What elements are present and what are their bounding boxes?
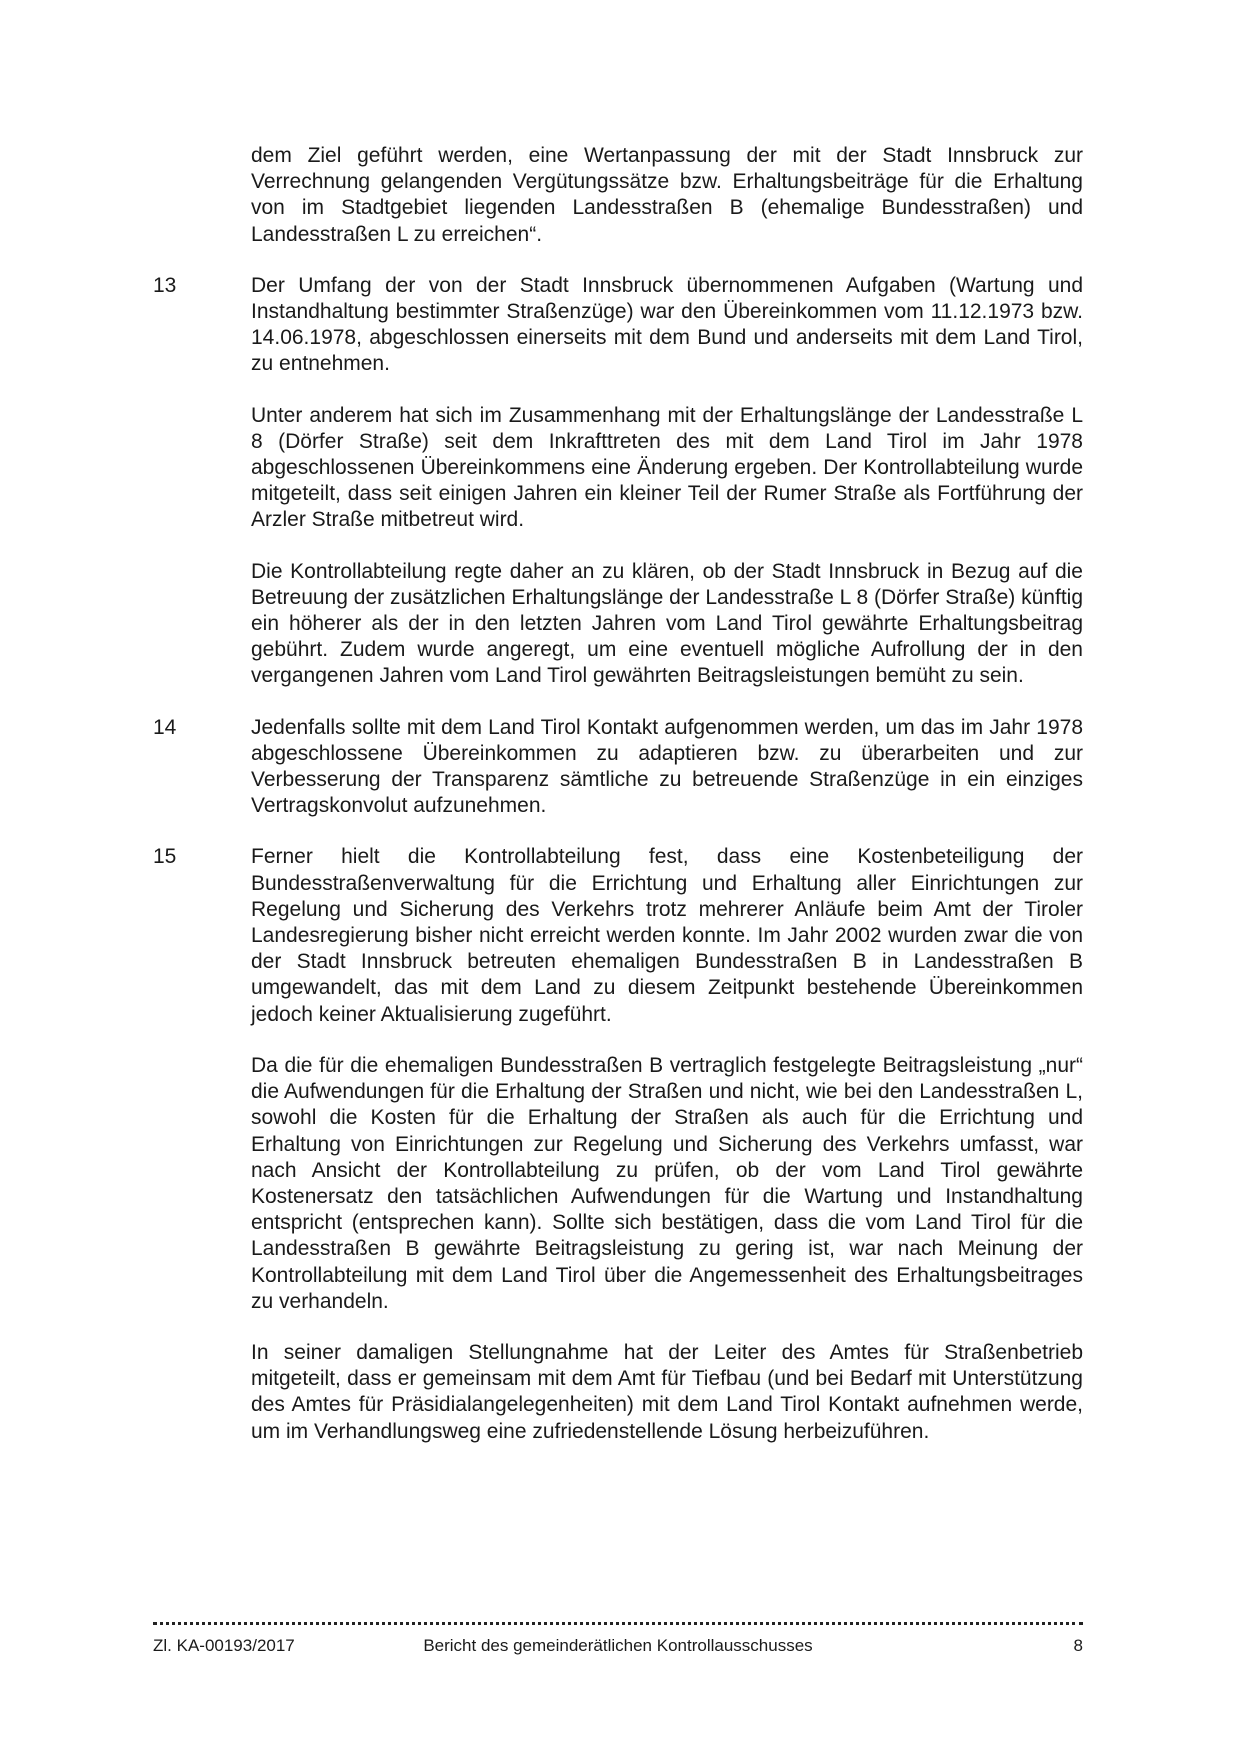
paragraph-text: Da die für die ehemaligen Bundesstraßen B vertraglich festgelegte Beitragsleistung „nur“ die Aufwendungen für die Erhaltung der Straßen und nicht, wie bei den Landesstraßen L, sowohl die Kosten für die Erhaltung der Straßen als auch für die Errichtung und Erhaltung von Einrichtungen zur Regelung und Sicherung des Verkehrs umfasst, war nach Ansicht der Kontrollabteilung zu prüfen, ob der vom Land Tirol gewährte Kostenersatz den tatsächlichen Aufwendungen für die Wartung und Instandhaltung entspricht (entsprechen kann). Sollte sich bestätigen, dass die vom Land Tirol für die Landesstraßen B gewährte Beitragsleistung zu gering ist, war nach Meinung der Kontrollabteilung mit dem Land Tirol über die Angemessenheit des Erhaltungsbeitrages zu verhandeln. [251, 1053, 1083, 1313]
paragraph-text: Jedenfalls sollte mit dem Land Tirol Kontakt aufgenommen werden, um das im Jahr 1978 abgeschlossene Übereinkommen zu adaptieren bzw. zu überarbeiten und zur Verbesserung der Transparenz sämtliche zu betreuende Straßenzüge in ein einziges Vertragskonvolut aufzunehmen. [251, 715, 1083, 818]
paragraph-text: Ferner hielt die Kontrollabteilung fest, dass eine Kostenbeteiligung der Bundesstraßenverwaltung für die Errichtung und Erhaltung aller Einrichtungen zur Regelung und Sicherung des Verkehrs trotz mehrerer Anläufe beim Amt der Tiroler Landesregierung bisher nicht erreicht werden konnte. Im Jahr 2002 wurden zwar die von der Stadt Innsbruck betreuten ehemaligen Bundesstraßen B in Landesstraßen B umgewandelt, das mit dem Land zu diesem Zeitpunkt bestehende Übereinkommen jedoch keiner Aktualisierung zugeführt. [251, 845, 1083, 1026]
paragraph-13-sub-1 [153, 403, 1083, 534]
document-body [153, 143, 1083, 1445]
footer-title: Bericht des gemeinderätlichen Kontrollausschusses [423, 1636, 813, 1655]
paragraph-continuation [153, 143, 1083, 248]
page-footer [153, 1622, 1083, 1659]
page-number: 8 [1073, 1636, 1083, 1655]
paragraph-15-sub-1 [153, 1053, 1083, 1315]
paragraph-text: dem Ziel geführt werden, eine Wertanpassung der mit der Stadt Innsbruck zur Verrechnung gelangenden Vergütungssätze bzw. Erhaltungsbeiträge für die Erhaltung von im Stadtgebiet liegenden Landesstraßen B (ehemalige Bundesstraßen) und Landesstraßen L zu erreichen“. [251, 144, 1083, 246]
paragraph-15 [153, 844, 1083, 1027]
paragraph-15-sub-2 [153, 1340, 1083, 1445]
paragraph-text: Die Kontrollabteilung regte daher an zu klären, ob der Stadt Innsbruck in Bezug auf die Betreuung der zusätzlichen Erhaltungslänge der Landesstraße L 8 (Dörfer Straße) künftig ein höherer als der in den letzten Jahren vom Land Tirol gewährte Erhaltungsbeitrag gebührt. Zudem wurde angeregt, um eine eventuell mögliche Aufrollung der in den vergangenen Jahren vom Land Tirol gewährten Beitragsleistungen bemüht zu sein. [251, 559, 1083, 688]
paragraph-number: 14 [153, 715, 177, 739]
footer-reference: Zl. KA-00193/2017 [153, 1636, 295, 1655]
paragraph-text: Unter anderem hat sich im Zusammenhang mit der Erhaltungslänge der Landesstraße L 8 (Dörfer Straße) seit dem Inkrafttreten des mit dem Land Tirol im Jahr 1978 abgeschlossenen Übereinkommens eine Änderung ergeben. Der Kontrollabteilung wurde mitgeteilt, dass seit einigen Jahren ein kleiner Teil der Rumer Straße als Fortführung der Arzler Straße mitbetreut wird. [251, 403, 1083, 532]
paragraph-text: In seiner damaligen Stellungnahme hat der Leiter des Amtes für Straßenbetrieb mitgeteilt, dass er gemeinsam mit dem Amt für Tiefbau (und bei Bedarf mit Unterstützung des Amtes für Präsidialangelegenheiten) mit dem Land Tirol Kontakt aufnehmen werde, um im Verhandlungsweg eine zufriedenstellende Lösung herbeizuführen. [251, 1340, 1083, 1443]
paragraph-14 [153, 715, 1083, 820]
paragraph-13 [153, 273, 1083, 378]
paragraph-number: 13 [153, 273, 177, 297]
paragraph-13-sub-2 [153, 559, 1083, 690]
paragraph-text: Der Umfang der von der Stadt Innsbruck übernommenen Aufgaben (Wartung und Instandhaltung bestimmter Straßenzüge) war den Übereinkommen vom 11.12.1973 bzw. 14.06.1978, abgeschlossen einerseits mit dem Bund und anderseits mit dem Land Tirol, zu entnehmen. [251, 273, 1083, 376]
footer-divider [153, 1622, 1083, 1625]
paragraph-number: 15 [153, 845, 177, 869]
